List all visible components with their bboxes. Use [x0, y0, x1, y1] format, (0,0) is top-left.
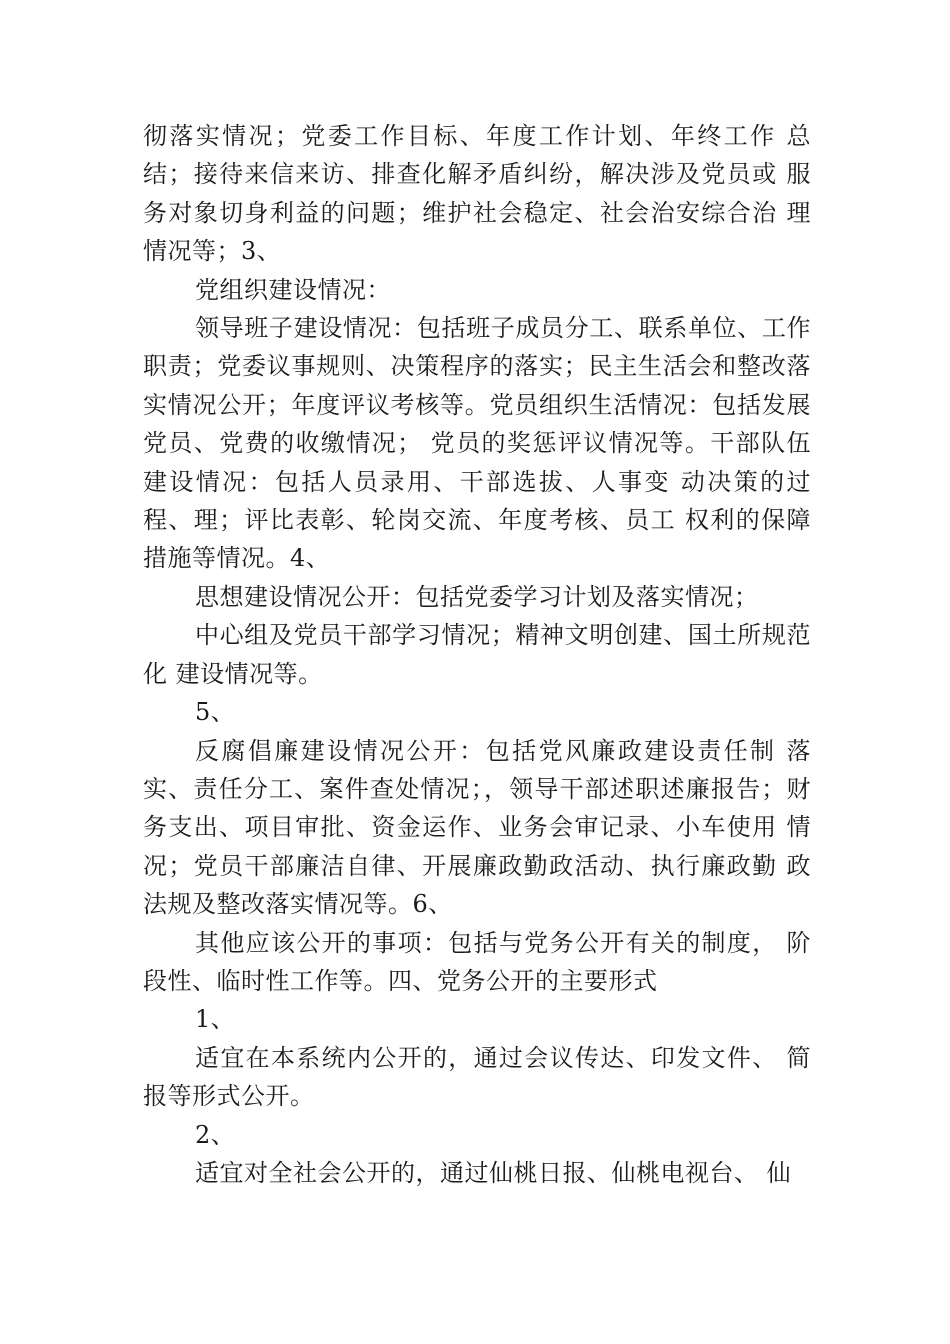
paragraph-1: 彻落实情况；党委工作目标、年度工作计划、年终工作 总结；接待来信来访、排查化解矛盾纠纷，解决涉及党员或 服务对象切身利益的问题；维护社会稳定、社会治安综合治 理情况等；3、 — [143, 122, 811, 266]
paragraph-9: 1、 — [195, 1005, 236, 1034]
paragraph-6: 5、 — [195, 698, 236, 727]
paragraph-7: 反腐倡廉建设情况公开：包括党风廉政建设责任制 落实、责任分工、案件查处情况；，领导干部述职述廉报告；财务支出、项目审批、资金运作、业务会审记录、小车使用 情况；党员干部廉洁自律、开展廉政勤政活动、执行廉政勤 政法规及整改落实情况等。6、 — [143, 736, 811, 919]
paragraph-10: 适宜在本系统内公开的，通过会议传达、印发文件、 简报等形式公开。 — [143, 1043, 811, 1111]
paragraph-2: 党组织建设情况： — [195, 275, 391, 304]
paragraph-3: 领导班子建设情况：包括班子成员分工、联系单位、工作职责；党委议事规则、决策程序的落实；民主生活会和整改落实情况公开；年度评议考核等。党员组织生活情况：包括发展党员、党费的收缴情况； 党员的奖惩评议情况等。干部队伍建设情况：包括人员录用、干部选拔、人事变 动决策的过程、理；评比表彰、轮岗交流、年度考核、员工 权利的保障措施等情况。4、 — [143, 314, 811, 573]
paragraph-12: 适宜对全社会公开的，通过仙桃日报、仙桃电视台、 仙 — [195, 1158, 792, 1187]
paragraph-11: 2、 — [195, 1120, 236, 1149]
paragraph-4: 思想建设情况公开：包括党委学习计划及落实情况； — [195, 582, 759, 611]
paragraph-5: 中心组及党员干部学习情况；精神文明创建、国土所规范化 建设情况等。 — [143, 621, 811, 688]
paragraph-8: 其他应该公开的事项：包括与党务公开有关的制度， 阶段性、临时性工作等。四、党务公开的主要形式 — [143, 928, 811, 995]
document-page — [143, 117, 811, 1192]
